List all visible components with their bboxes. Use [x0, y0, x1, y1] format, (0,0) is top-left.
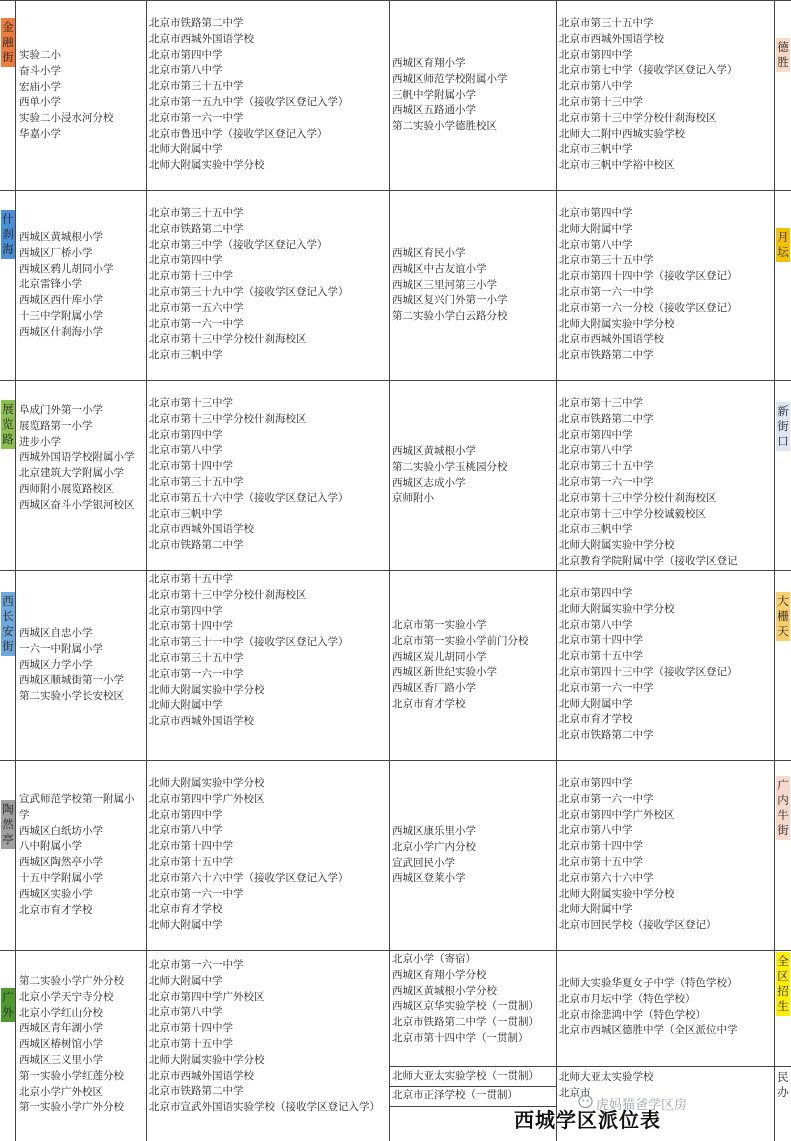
grid-line — [0, 950, 791, 951]
primary-schools-citywide: 北京小学（寄宿） 西城区育翔小学分校 西城区黄城根小学分校 西城区京华实验学校（一贯制） 北京市铁路第二中学（一贯制） 北京市第十四中学（一贯制） — [392, 953, 539, 1044]
middle-schools-zhanlanlu: 北京市第十三中学 北京市第十三中学分校什刹海校区 北京市第四中学 北京市第八中学 北京市第十四中学 北京市第三十五中学 北京市第五十六中学（接收学区登记入学） 北京市三帆中学 北京市西城外国语学校 北京市铁路第二中学 — [149, 397, 349, 552]
middle-schools-guangneiniujie: 北京市第四中学 北京市第一六一中学 北京市第四中学广外校区 北京市第八中学 北京市第十四中学 北京市第十五中学 北京市第六十六中学 北师大附属实验中学分校 北师大附属中学 北京市回民学校（接收学区登记） — [559, 777, 717, 932]
primary-schools-shichahai: 西城区黄城根小学 西城区厂桥小学 西城区鸦儿胡同小学 北京雷锋小学 西城区西什库小学 十三中学附属小学 西城区什刹海小学 — [19, 231, 114, 338]
primary-schools-taoranting: 宣武师范学校第一附属小学 西城区白纸坊小学 八中附属小学 西城区陶然亭小学 十五中学附属小学 西城区实验小学 北京市育才学校 — [19, 793, 135, 916]
middle-schools-citywide: 北师大实验华夏女子中学（特色学校） 北京市月坛中学（特色学校） 北京市徐悲鸿中学（特色学校） 北京市西城区德胜中学（全区派位中学 — [559, 977, 738, 1037]
middle-schools-dashilan: 北京市第四中学 北师大附属实验中学分校 北京市第八中学 北京市第十四中学 北京市第十五中学 北京市第四十三中学（接收学区登记） 北京市第一六一中学 北师大附属中学 北京市育才学校 北京市铁路第二中学 — [559, 587, 738, 742]
district-tag-guangneiniujie: 广内牛街 — [776, 776, 790, 840]
district-tag-jinrongjie: 金融街 — [1, 18, 15, 67]
grid-line — [389, 1086, 556, 1087]
private-school-left: 北京市正泽学校（一贯制） — [392, 1089, 518, 1101]
grid-line — [389, 1066, 791, 1067]
middle-schools-jinrongjie: 北京市铁路第二中学 北京市西城外国语学校 北京市第四中学 北京市第八中学 北京市第三十五中学 北京市第一五九中学（接收学区登记入学） 北京市第一六一中学 北京市鲁迅中学（接收学区登记入学） 北师大附属中学 北师大附属实验中学分校 — [149, 17, 349, 172]
middle-schools-shichahai: 北京市第三十五中学 北京市铁路第二中学 北京市第三中学（接收学区登记入学） 北京市第四中学 北京市第十三中学 北京市第三十九中学（接收学区登记入学） 北京市第一五六中学 北京市第一六一中学 北京市第十三中学分校什刹海校区 北京市三帆中学 — [149, 207, 349, 362]
primary-schools-guangneiniujie: 西城区康乐里小学 北京小学广内分校 宣武回民小学 西城区登莱小学 — [392, 825, 476, 885]
primary-schools-yuetan: 西城区育民小学 西城区中古友谊小学 西城区三里河第三小学 西城区复兴门外第一小学 第二实验小学白云路分校 — [392, 247, 508, 323]
grid-line — [0, 570, 791, 571]
district-tag-xinjiekou: 新街口 — [776, 402, 790, 451]
middle-schools-xichanganjie: 北京市第十五中学 北京市第十三中学分校什刹海校区 北京市第四中学 北京市第十四中学 北京市第三十一中学（接收学区登记入学） 北京市第三十五中学 北京市第一六一中学 北师大附属实验中学分校 北师大附属中学 北京市西城外国语学校 — [149, 573, 349, 728]
primary-schools-desheng: 西城区育翔小学 西城区师范学校附属小学 三帆中学附属小学 西城区五路通小学 第二实验小学德胜校区 — [392, 57, 508, 133]
grid-line — [0, 0, 791, 1]
primary-schools-xinjiekou: 西城区黄城根小学 第二实验小学玉桃园分校 西城区志成小学 京师附小 — [392, 445, 508, 505]
district-tag-taoranting: 陶然亭 — [1, 800, 15, 849]
private-school-left: 北师大亚太实验学校（一贯制） — [392, 1070, 539, 1082]
district-tag-desheng: 德胜 — [776, 38, 790, 72]
private-school-right: 北京市 — [559, 1087, 591, 1099]
primary-schools-xichanganjie: 西城区自忠小学 一六一中附属小学 西城区力学小学 西城区顺城街第一小学 第二实验小学长安校区 — [19, 627, 124, 703]
grid-line — [0, 380, 791, 381]
district-tag-citywide: 全区招生 — [776, 952, 790, 1016]
district-tag-zhanlanlu: 展览路 — [1, 400, 15, 449]
grid-line — [0, 190, 791, 191]
middle-schools-yuetan: 北京市第四中学 北师大附属中学 北京市第八中学 北京市第三十五中学 北京市第四十四中学（接收学区登记） 北京市第一六一中学 北京市第一六一分校（接收学区登记） 北师大附属实验中学分校 北京市西城外国语学校 北京市铁路第二中学 — [559, 207, 738, 362]
primary-schools-guangwai: 第二实验小学广外分校 北京小学天宁寺分校 北京小学红山分校 西城区青年湖小学 西城区椿树馆小学 西城区三义里小学 第一实验小学红莲分校 北京小学广外校区 第一实验小学广外分校 — [19, 975, 124, 1114]
district-tag-dashilan: 大栅天 — [776, 592, 790, 641]
middle-schools-taoranting: 北师大附属实验中学分校 北京市第四中学广外校区 北京市第四中学 北京市第八中学 北京市第十四中学 北京市第十五中学 北京市第六十六中学（接收学区登记入学） 北京市第一六一中学 北京市育才学校 北师大附属中学 — [149, 777, 349, 932]
private-school-right: 北师大亚太实验学校 — [559, 1071, 654, 1083]
middle-schools-guangwai: 北京市第一六一中学 北师大附属中学 北京市第四中学广外校区 北京市第八中学 北京市第十四中学 北京市第十五中学 北师大附属实验中学分校 北京市西城外国语学校 北京市铁路第二中学 北京市宣武外国语实验学校（接收学区登记入学） — [149, 959, 380, 1114]
district-tag-xichanganjie: 西长安街 — [1, 592, 15, 656]
primary-schools-jinrongjie: 实验二小 奋斗小学 宏庙小学 西单小学 实验二小浸水河分校 华嘉小学 — [19, 49, 114, 140]
district-tag-yuetan: 月坛 — [776, 228, 790, 262]
district-tag-guangwai: 广外 — [1, 988, 15, 1022]
middle-schools-xinjiekou: 北京市第十三中学 北京市铁路第二中学 北京市第四中学 北京市第八中学 北京市第三十五中学 北京市第一六一中学 北京市第十三中学分校什刹海校区 北京市第十三中学分校诚毅校区 北京市三帆中学 北师大附属实验中学分校 北京教育学院附属中学（接收学区登记 — [559, 397, 738, 567]
district-tag-private: 民办 — [776, 1068, 790, 1102]
grid-line — [0, 760, 791, 761]
watermark: 虎妈猫爸学区房 — [596, 1098, 688, 1113]
district-tag-shichahai: 什刹海 — [1, 210, 15, 259]
primary-schools-dashilan: 北京市第一实验小学 北京市第一实验小学前门分校 西城区炭儿胡同小学 西城区新世纪实验小学 西城区香厂路小学 北京市育才学校 — [392, 619, 529, 710]
middle-schools-desheng: 北京市第三十五中学 北京市西城外国语学校 北京市第四中学 北京市第七中学（接收学区登记入学） 北京市第八中学 北京市第十三中学 北京市第十三中学分校什刹海校区 北师大二附中西城实验学校 北京市三帆中学 北京市三帆中学裕中校区 — [559, 17, 738, 172]
page-title: 西城学区派位表 — [514, 1108, 661, 1132]
primary-schools-zhanlanlu: 阜成门外第一小学 展览路第一小学 进步小学 西城外国语学校附属小学 北京建筑大学附属小学 西师附小展览路校区 西城区奋斗小学银河校区 — [19, 404, 135, 511]
